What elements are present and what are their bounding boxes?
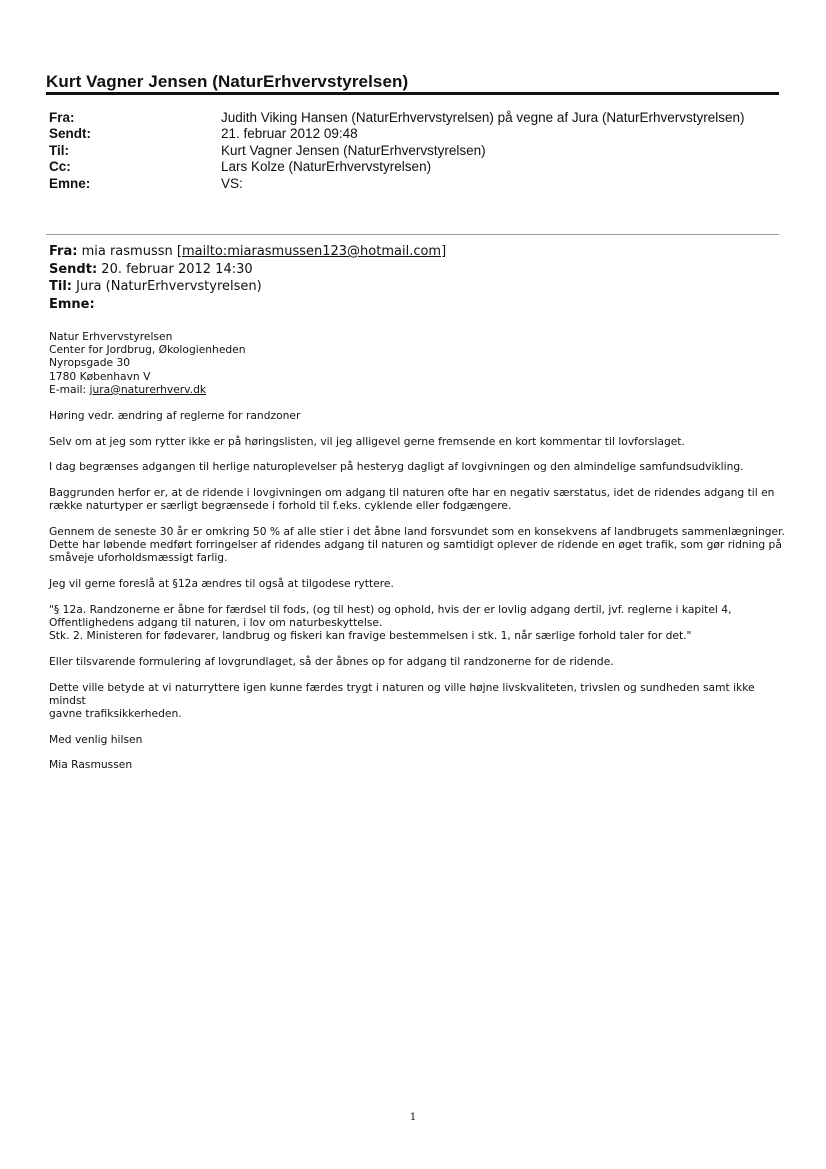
recipient-address [49, 330, 789, 396]
header-value: VS: [221, 175, 243, 191]
sender-mailto-link[interactable]: [mailto:miarasmussen123@hotmail.com] [176, 244, 447, 259]
header-row-cc [49, 159, 744, 175]
forwarded-sent-value: 20. februar 2012 14:30 [101, 261, 253, 277]
paragraph: Jeg vil gerne foreslå at §12a ændres til også at tilgodese ryttere. [49, 577, 394, 591]
forwarded-from-name: mia rasmussn [81, 244, 173, 259]
paragraph: I dag begrænses adgangen til herlige naturoplevelser på hesteryg dagligt af lovgivningen og den almindelige samfundsudvikling. [49, 460, 744, 474]
address-line: Natur Erhvervstyrelsen [49, 330, 173, 343]
header-value: 21. februar 2012 09:48 [221, 126, 358, 142]
subject-line: Høring vedr. ændring af reglerne for randzoner [49, 409, 301, 423]
paragraph-line: Gennem de seneste 30 år er omkring 50 % af alle stier i det åbne land forsvundet som en konsekvens af landbrugets sammenlægninger. [49, 525, 785, 539]
header-label: Fra: [49, 110, 75, 125]
forwarded-sent [49, 261, 446, 279]
header-row-subject [49, 176, 744, 192]
paragraph [49, 486, 789, 512]
signature: Mia Rasmussen [49, 758, 133, 772]
paragraph: Eller tilsvarende formulering af lovgrundlaget, så der åbnes op for adgang til randzonerne for de ridende. [49, 654, 614, 668]
header-row-to [49, 143, 744, 159]
paragraph-line: række naturtyper er særligt begrænsede i forhold til f.eks. cyklende eller fodgængere. [49, 499, 512, 513]
header-label: Til: [49, 142, 69, 158]
closing: Med venlig hilsen [49, 732, 143, 746]
separator-line [46, 234, 779, 235]
header-row-from [49, 110, 744, 126]
paragraph-line: gavne trafiksikkerheden. [49, 707, 182, 721]
paragraph [49, 525, 789, 565]
paragraph [49, 681, 789, 721]
paragraph: Selv om at jeg som rytter ikke er på høringslisten, vil jeg alligevel gerne fremsende en kort kommentar til lovforslaget. [49, 434, 685, 448]
forwarded-subject-label: Emne: [49, 296, 95, 312]
paragraph-line: Dette ville betyde at vi naturryttere igen kunne færdes trygt i naturen og ville højne livskvaliteten, trivslen og sundheden samt ikke mindst [49, 680, 755, 707]
forwarded-from-label: Fra: [49, 244, 78, 259]
paragraph-line: "§ 12a. Randzonerne er åbne for færdsel til fods, (og til hest) og ophold, hvis der er lovlig adgang dertil, jvf. reglerne i kapitel 4, [49, 602, 732, 616]
title-underline [46, 92, 779, 95]
forwarded-to-label: Til: [49, 279, 72, 294]
email-body [49, 330, 789, 784]
email-label: E-mail: [49, 382, 90, 396]
paragraph-line: Baggrunden herfor er, at de ridende i lovgivningen om adgang til naturen ofte har en negativ særstatus, idet de ridendes adgang til en [49, 486, 775, 500]
header-label: Emne: [49, 175, 91, 191]
header-row-sent [49, 126, 744, 142]
paragraph-line: Stk. 2. Ministeren for fødevarer, landbrug og fiskeri kan fravige bestemmelsen i stk. 1, når særlige forhold taler for det." [49, 629, 692, 643]
header-label: Sendt: [49, 126, 91, 142]
address-line: 1780 København V [49, 369, 151, 383]
document-title: Kurt Vagner Jensen (NaturErhvervstyrelsen) [46, 72, 409, 91]
email-link[interactable]: jura@naturerhverv.dk [89, 382, 207, 396]
address-line: Nyropsgade 30 [49, 356, 131, 370]
forwarded-header [49, 243, 446, 313]
forwarded-subject [49, 296, 446, 314]
paragraph-line: småveje uforholdsmæssigt farlig. [49, 551, 228, 565]
outer-email-header [49, 110, 744, 192]
forwarded-to-value: Jura (NaturErhvervstyrelsen) [76, 279, 262, 294]
header-value: Judith Viking Hansen (NaturErhvervstyrelsen) på vegne af Jura (NaturErhvervstyrelsen) [221, 110, 745, 125]
forwarded-from [49, 243, 446, 261]
header-value: Kurt Vagner Jensen (NaturErhvervstyrelsen) [221, 142, 486, 158]
paragraph-line: Dette har løbende medført forringelser af ridendes adgang til naturen og samtidigt oplever de ridende en øget trafik, som gør ridning på [49, 538, 782, 552]
page-number: 1 [409, 1112, 417, 1123]
header-value: Lars Kolze (NaturErhvervstyrelsen) [221, 159, 432, 175]
address-line: Center for Jordbrug, Økologienheden [49, 343, 246, 357]
paragraph-line: Offentlighedens adgang til naturen, i lov om naturbeskyttelse. [49, 616, 383, 630]
header-label: Cc: [49, 159, 71, 175]
quoted-law-text [49, 603, 789, 643]
forwarded-to [49, 278, 446, 296]
forwarded-sent-label: Sendt: [49, 261, 98, 277]
